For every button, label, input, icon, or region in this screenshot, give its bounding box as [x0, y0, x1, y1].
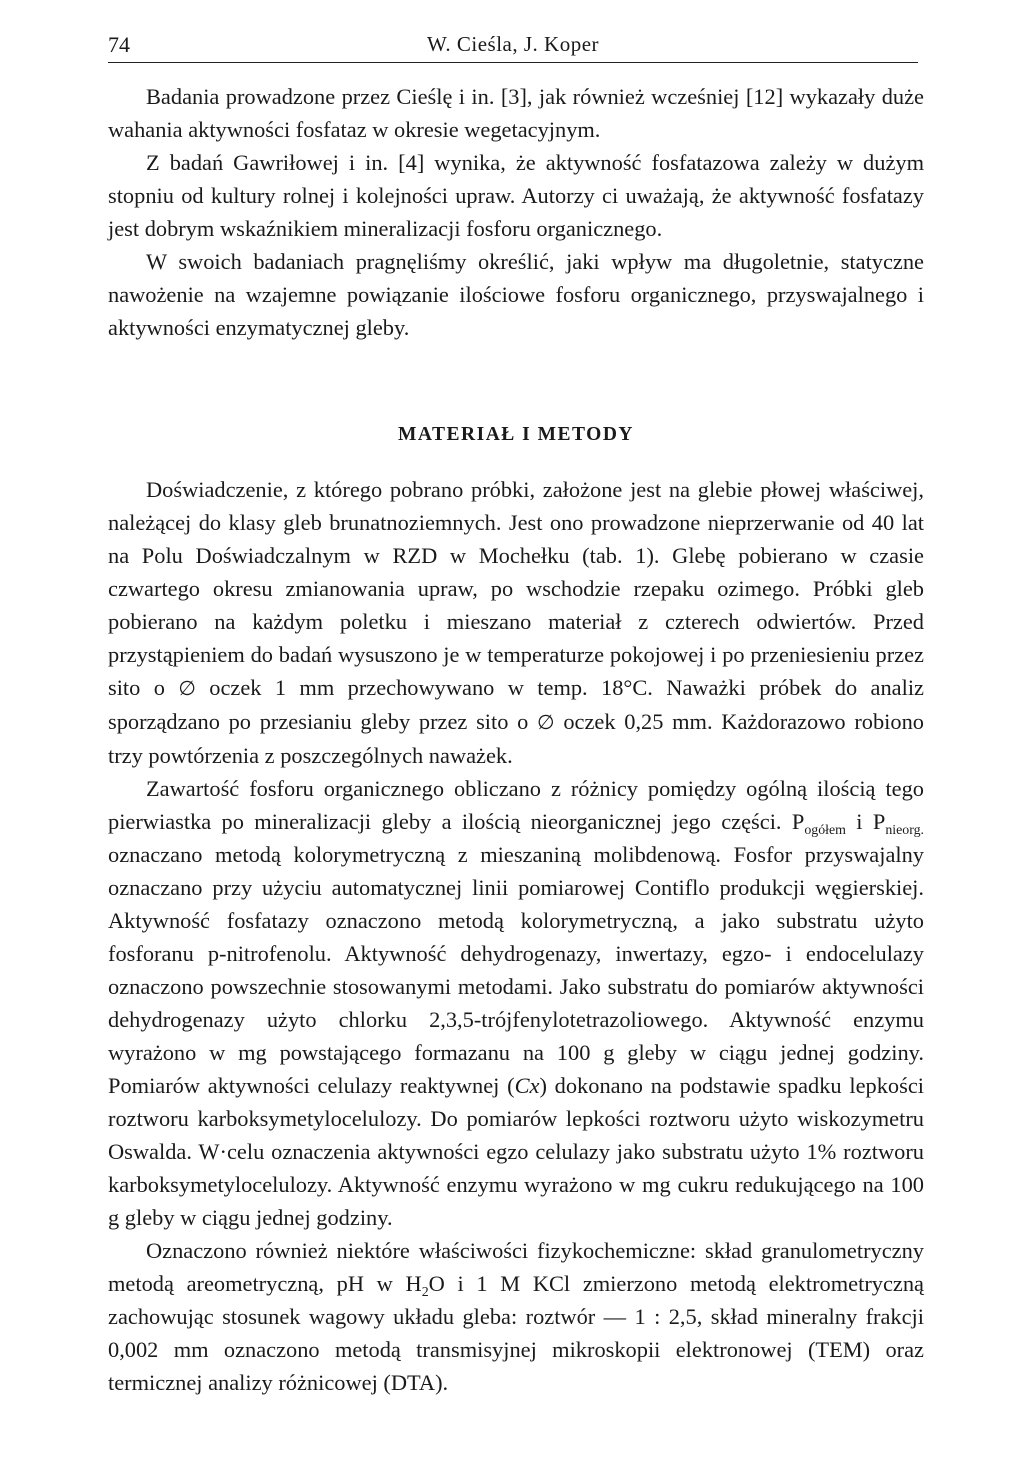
diameter-symbol-2: ∅ — [537, 710, 555, 734]
intro-paragraph-1: Badania prowadzone przez Cieślę i in. [3], jak również wcześniej [12] wykazały duże wahania aktywności fosfataz w okresie wegetacyjnym. — [108, 84, 924, 142]
methods-p3-text-a: Oznaczono również niektóre właściwości fizykochemiczne: skład granulometryczny metodą areometryczną, pH w H — [108, 1238, 924, 1296]
methods-p1-text-c: oczek 0,25 mm. Każdorazowo robiono trzy powtórzenia z poszczególnych naważek. — [108, 709, 924, 768]
intro-paragraph-3: W swoich badaniach pragnęliśmy określić, jaki wpływ ma długoletnie, statyczne nawożenie na wzajemne powiązanie ilościowe fosforu organicznego, przyswajalnego i aktywności enzymatycznej gleby. — [108, 249, 924, 340]
intro-paragraph-2: Z badań Gawriłowej i in. [4] wynika, że aktywność fosfatazowa zależy w dużym stopniu od kultury rolnej i kolejności upraw. Autorzy ci uważają, że aktywność fosfatazy jest dobrym wskaźnikiem mineralizacji fosforu organicznego. — [108, 150, 924, 241]
subscript-2: 2 — [421, 1284, 429, 1300]
methods-paragraph-1 — [108, 473, 924, 772]
article-body — [108, 80, 924, 1399]
methods-p2-text-a: Zawartość fosforu organicznego obliczano z różnicy pomiędzy ogólną ilością tego pierwiastka po mineralizacji gleby a ilością nieorganicznej jego części. P — [108, 776, 924, 834]
methods-p2-text-mid: i P — [856, 809, 886, 834]
methods-p3-text-b: O i 1 M KCl zmierzono metodą elektrometryczną zachowując stosunek wagowy układu gleba: roztwór — 1 : 2,5, skład mineralny frakcji 0,002 mm oznaczono metodą transmisyjnej mikroskopii elektronowej (TEM) oraz termicznej analizy różnicowej (DTA). — [108, 1271, 924, 1395]
methods-p2-text-b: oznaczano metodą kolorymetryczną z mieszaniną molibdenową. Fosfor przyswajalny oznaczano przy użyciu automatycznej linii pomiarowej Contiflo produkcji węgierskiej. Aktywność fosfatazy oznaczono metodą kolorymetryczną, a jako substratu użyto fosforanu p-nitrofenolu. Aktywność dehydrogenazy, inwertazy, egzo- i endocelulazy oznaczono powszechnie stosowanymi metodami. Jako substratu do pomiarów aktywności dehydrogenazy użyto chlorku 2,3,5-trójfenylotetrazoliowego. Aktywność enzymu wyrażono w mg powstającego formazanu na 100 g gleby w ciągu jednej godziny. Pomiarów aktywności celulazy reaktywnej ( — [108, 842, 924, 1098]
methods-p2-text-c: ) dokonano na podstawie spadku lepkości roztworu karboksymetylocelulozy. Do pomiarów lepkości roztworu użyto wiskozymetru Oswalda. W·celu oznaczenia aktywności egzo celulazy jako substratu użyto 1% roztworu karboksymetylocelulozy. Aktywność enzymu wyrażono w mg cukru redukującego na 100 g gleby w ciągu jednej godziny. — [108, 1073, 924, 1230]
subscript-ogolem: ogółem — [804, 822, 846, 838]
page-number: 74 — [108, 32, 130, 57]
methods-paragraph-3 — [108, 1234, 924, 1399]
cx-italic: Cx — [514, 1073, 540, 1098]
methods-p1-text-b: oczek 1 mm przechowywano w temp. 18°C. Naważki próbek do analiz sporządzano po przesianiu gleby przez sito o — [108, 675, 925, 734]
diameter-symbol: ∅ — [178, 676, 196, 700]
methods-paragraph-2 — [108, 772, 924, 1234]
running-head — [108, 30, 918, 63]
subscript-nieorg: nieorg. — [885, 822, 924, 838]
section-heading: MATERIAŁ I METODY — [397, 424, 635, 445]
running-head-authors: W. Cieśla, J. Koper — [426, 32, 600, 56]
methods-p1-text-a: Doświadczenie, z którego pobrano próbki, założone jest na glebie płowej właściwej, należącej do klasy gleb brunatnoziemnych. Jest ono prowadzone nieprzerwanie od 40 lat na Polu Doświadczalnym w RZD w Mochełku (tab. 1). Glebę pobierano w czasie czwartego okresu zmianowania upraw, po wschodzie rzepaku ozimego. Próbki gleb pobierano na każdym poletku i mieszano materiał z czterech odwiertów. Przed przystąpieniem do badań wysuszono je w temperaturze pokojowej i po przeniesieniu przez sito o — [108, 477, 924, 700]
